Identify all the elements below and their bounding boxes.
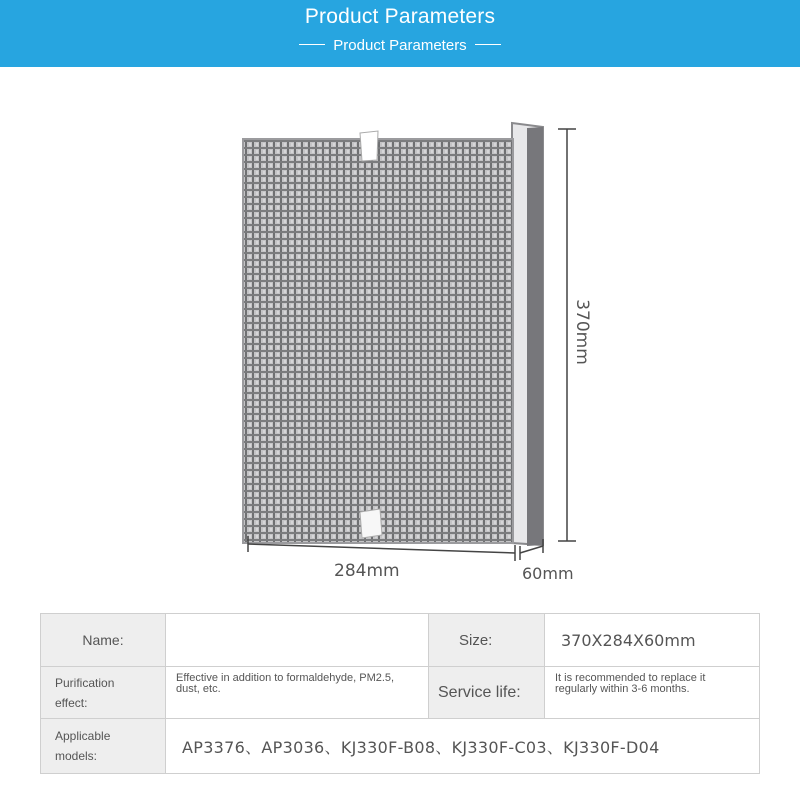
name-label: Name: <box>41 614 166 667</box>
models-label-line1: Applicable <box>55 729 111 743</box>
table-row <box>41 614 760 667</box>
service-life-value-line2: regularly within 3-6 months. <box>555 683 690 695</box>
spec-table <box>40 613 760 774</box>
pull-tab-top <box>360 131 378 161</box>
name-value <box>166 614 429 667</box>
depth-label: 60mm <box>522 564 574 583</box>
service-life-value-line1: It is recommended to replace it <box>555 672 706 684</box>
pull-tab-bottom <box>360 509 382 538</box>
service-life-value <box>545 667 760 719</box>
models-label <box>41 719 166 774</box>
service-life-label: Service life: <box>429 667 545 719</box>
purification-value-line1: Effective in addition to formaldehyde, PM2.5, <box>176 672 395 684</box>
size-label: Size: <box>429 614 545 667</box>
purification-label-line1: Purification <box>55 675 115 690</box>
width-label: 284mm <box>334 561 400 581</box>
purification-label <box>41 667 166 719</box>
table-row <box>41 667 760 719</box>
purification-value <box>166 667 429 719</box>
table-row <box>41 719 760 774</box>
filter-media <box>243 139 513 543</box>
height-label: 370mm <box>572 299 592 365</box>
purification-value-line2: dust, etc. <box>176 683 221 695</box>
models-label-line2: models: <box>55 749 98 763</box>
page-subtitle-text: Product Parameters <box>333 37 467 54</box>
purification-label-line2: effect: <box>55 695 88 710</box>
page-title: Product Parameters <box>304 5 496 28</box>
size-value: 370X284X60mm <box>545 614 760 667</box>
models-value: AP3376、AP3036、KJ330F-B08、KJ330F-C03、KJ330F-D04 <box>166 719 760 774</box>
